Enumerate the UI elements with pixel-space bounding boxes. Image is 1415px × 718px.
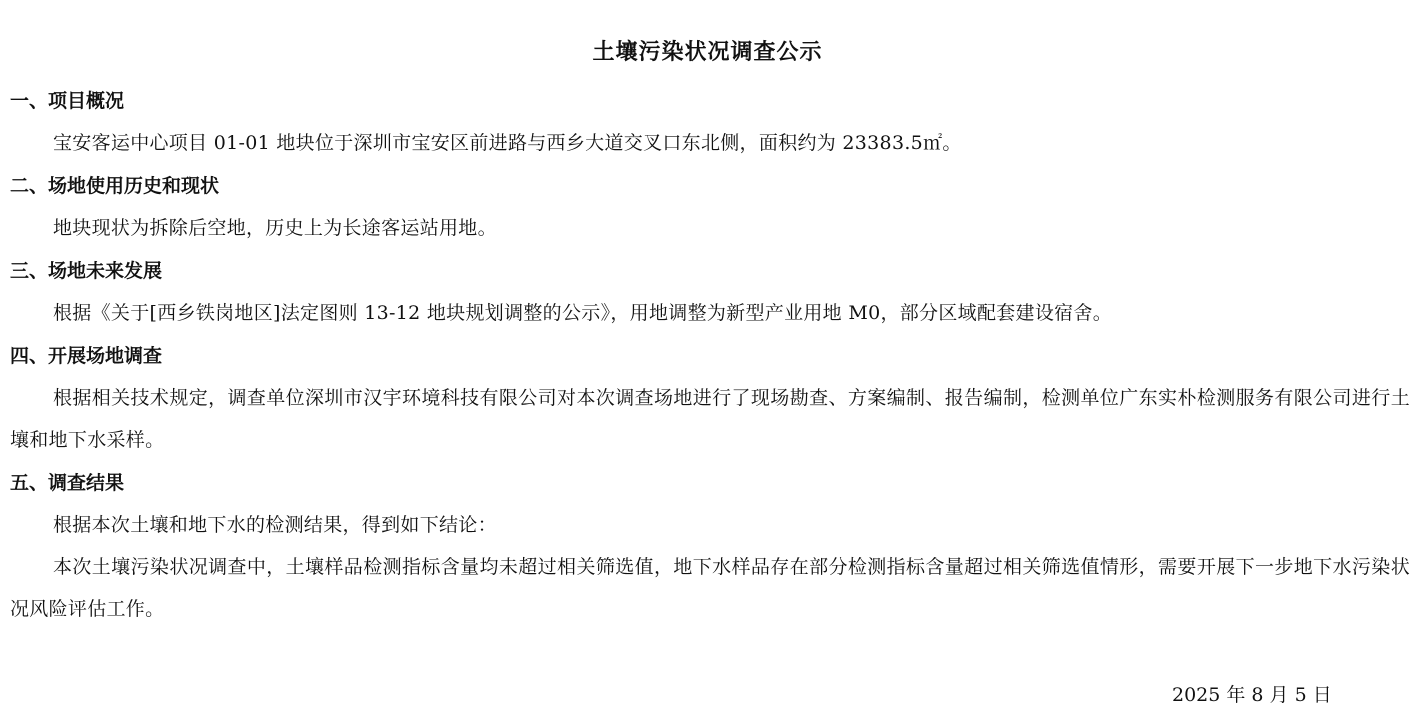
section-heading-future-development: 三、场地未来发展 — [10, 260, 163, 282]
section-paragraph-site-investigation: 根据相关技术规定，调查单位深圳市汉宇环境科技有限公司对本次调查场地进行了现场勘查、方案编制、报告编制，检测单位广东实朴检测服务有限公司进行土壤和地下水采样。 — [10, 387, 1410, 451]
section-heading-site-investigation: 四、开展场地调查 — [10, 345, 163, 367]
section-heading-project-overview: 一、项目概况 — [10, 90, 125, 112]
section-heading-investigation-results: 五、调查结果 — [10, 472, 125, 494]
section-paragraph-results-conclusion: 本次土壤污染状况调查中，土壤样品检测指标含量均未超过相关筛选值，地下水样品存在部分检测指标含量超过相关筛选值情形，需要开展下一步地下水污染状况风险评估工作。 — [10, 556, 1410, 620]
section-paragraph-site-history: 地块现状为拆除后空地，历史上为长途客运站用地。 — [53, 217, 497, 239]
section-paragraph-results-intro: 根据本次土壤和地下水的检测结果，得到如下结论： — [53, 514, 497, 536]
section-paragraph-future-development: 根据《关于[西乡铁岗地区]法定图则 13-12 地块规划调整的公示》，用地调整为新型产业用地 M0，部分区域配套建设宿舍。 — [53, 302, 1113, 324]
section-paragraph-project-overview: 宝安客运中心项目 01-01 地块位于深圳市宝安区前进路与西乡大道交叉口东北侧，面积约为 23383.5㎡。 — [53, 132, 962, 154]
notice-date: 2025 年 8 月 5 日 — [1172, 684, 1332, 706]
section-heading-site-history: 二、场地使用历史和现状 — [10, 175, 220, 197]
document-title: 土壤污染状况调查公示 — [592, 39, 823, 65]
